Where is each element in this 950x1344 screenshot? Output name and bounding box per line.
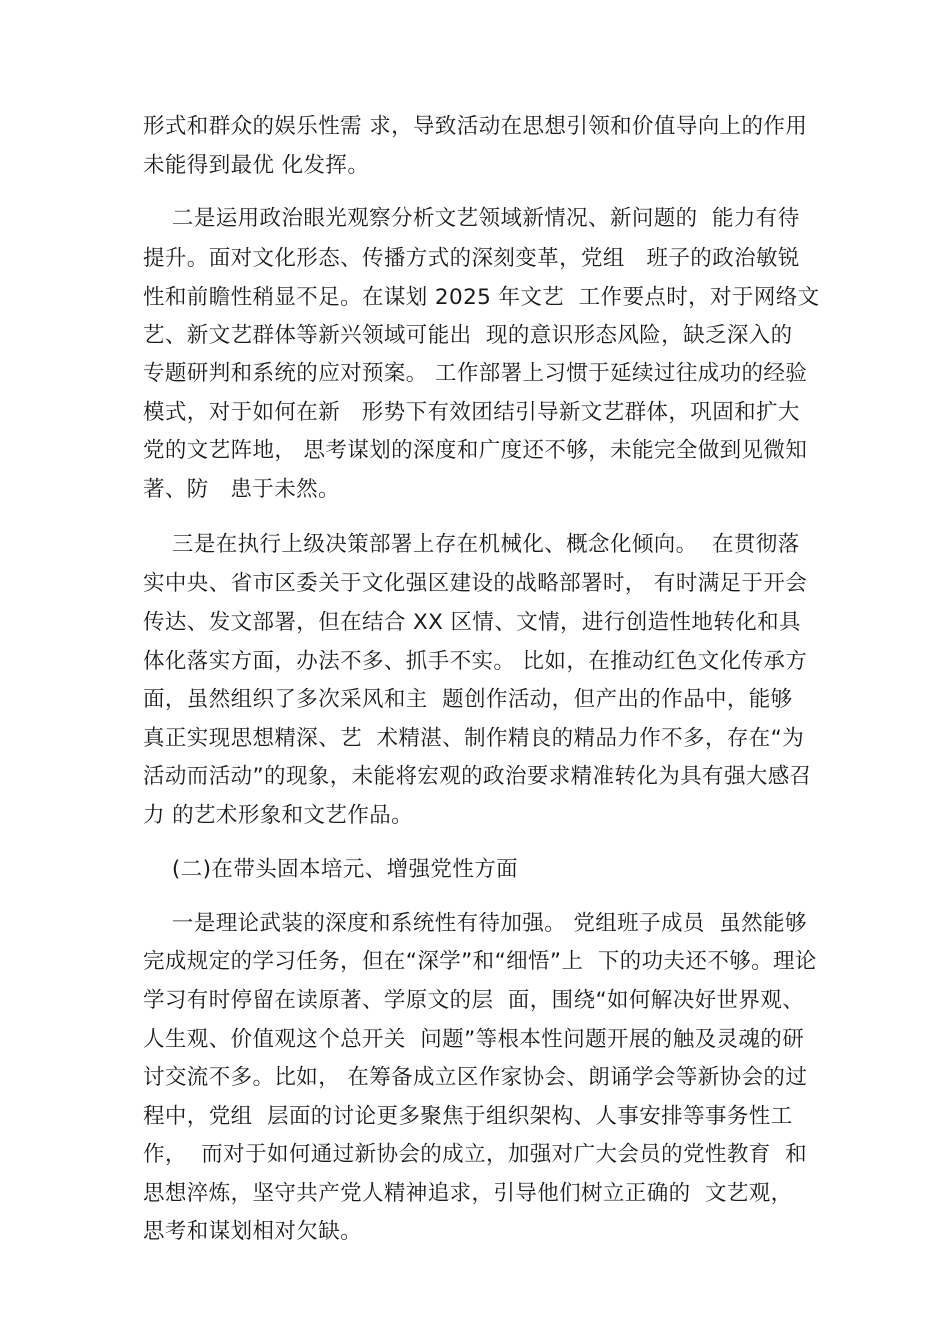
text-line: 党的文艺阵地， 思考谋划的深度和广度还不够，未能完全做到见微知 (143, 438, 808, 463)
text-line: 二是运用政治眼光观察分析文艺领域新情况、新问题的 能力有待 (143, 206, 800, 231)
text-line: 三是在执行上级决策部署上存在机械化、概念化倾向。 在贯彻落 (143, 532, 800, 557)
text-line: 学习有时停留在读原著、学原文的层 面，围绕“如何解决好世界观、 (143, 988, 805, 1013)
text-line: 未能得到最优 化发挥。 (143, 153, 370, 178)
text-line: 形式和群众的娱乐性需 求，导致活动在思想引领和价值导向上的作用 (143, 114, 808, 139)
text-line: 思考和谋划相对欠缺。 (143, 1219, 363, 1244)
text-line: 体化落实方面，办法不多、抓手不实。 比如，在推动红色文化传承方 (143, 649, 808, 674)
text-line: 一是理论武装的深度和系统性有待加强。 党组班子成员 虽然能够 (143, 911, 807, 936)
text-line: 专题研判和系统的应对预案。 工作部署上习惯于延续过往成功的经验 (143, 361, 808, 386)
text-line: 力 的艺术形象和文艺作品。 (143, 803, 414, 828)
text-line: 作， 而对于如何通过新协会的成立，加强对广大会员的党性教育 和 (143, 1142, 808, 1167)
text-line: 面，虽然组织了多次采风和主 题创作活动，但产出的作品中，能够 (143, 687, 793, 712)
text-line: 真正实现思想精深、艺 术精湛、制作精良的精品力作不多，存在“为 (143, 726, 805, 751)
text-line: 思想淬炼，坚守共产党人精神追求，引导他们树立正确的 文艺观， (143, 1181, 793, 1206)
text-line: 实中央、省市区委关于文化强区建设的战略部署时， 有时满足于开会 (143, 571, 808, 596)
text-line: 艺、新文艺群体等新兴领域可能出 现的意识形态风险，缺乏深入的 (143, 323, 793, 348)
text-line: 完成规定的学习任务，但在“深学”和“细悟”上 下的功夫还不够。理论 (143, 949, 817, 974)
text-line: 程中，党组 层面的讨论更多聚焦于组织架构、人事安排等事务性工 (143, 1104, 793, 1129)
text-line: (二)在带头固本培元、增强党性方面 (143, 857, 519, 882)
text-line: 著、防 患于未然。 (143, 477, 340, 502)
text-line: 提升。面对文化形态、传播方式的深刻变革，党组 班子的政治敏锐 (143, 246, 800, 271)
text-line: 讨交流不多。比如， 在筹备成立区作家协会、朗诵学会等新协会的过 (143, 1065, 808, 1090)
text-line: 传达、发文部署，但在结合 XX 区情、文情，进行创造性地转化和具 (143, 610, 801, 635)
text-line: 活动而活动”的现象，未能将宏观的政治要求精准转化为具有强大感召 (143, 764, 812, 789)
text-line: 人生观、价值观这个总开关 问题”等根本性问题开展的触及灵魂的研 (143, 1027, 805, 1052)
text-line: 模式，对于如何在新 形势下有效团结引导新文艺群体，巩固和扩大 (143, 400, 800, 425)
text-line: 性和前瞻性稍显不足。在谋划 2025 年文艺 工作要点时，对于网络文 (143, 285, 820, 310)
